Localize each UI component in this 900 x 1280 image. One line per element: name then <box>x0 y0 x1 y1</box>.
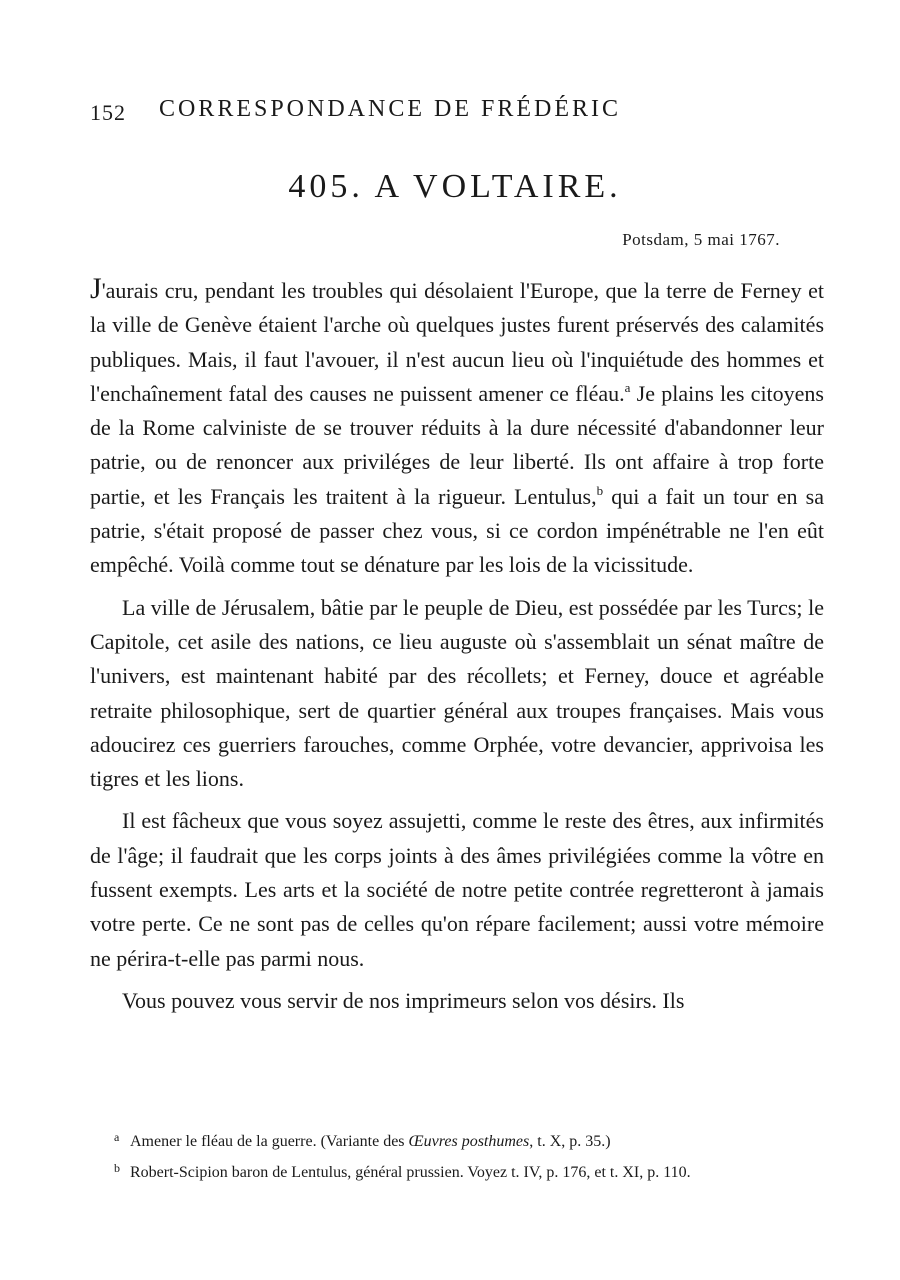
footnote-italic-title: Œuvres posthumes <box>408 1133 530 1150</box>
paragraph-1-text-b: Je plains les citoyens de la Rome calviniste de se trouver réduits à la dure nécessité d'abandonner leur patrie, ou de renoncer aux priviléges de leur liberté. Ils ont affaire à trop forte partie, et les Français les traitent à la rigueur. Lentulus, <box>90 380 824 509</box>
letter-title: 405. A VOLTAIRE. <box>288 168 622 205</box>
footnote-text: Robert-Scipion baron de Lentulus, général prussien. Voyez t. IV, p. 176, et t. XI, p. 110. <box>130 1164 691 1181</box>
running-head: CORRESPONDANCE DE FRÉDÉRIC <box>158 96 622 122</box>
paragraph-3: Il est fâcheux que vous soyez assujetti, comme le reste des êtres, aux infirmités de l'âge; il faudrait que les corps joints à des âmes privilégiées comme la vôtre en fussent exempts. Les arts et la société de notre petite contrée regretteront à jamais votre perte. Ce ne sont pas de celles qu'on répare facilement; aussi votre mémoire ne périra-t-elle pas parmi nous. <box>90 808 824 971</box>
page-header <box>90 96 820 130</box>
footnote-mark: b <box>114 1161 120 1175</box>
footnote-mark: a <box>114 1130 120 1144</box>
initial-letter: J <box>90 272 102 305</box>
footnote-ref-b: b <box>596 482 604 498</box>
paragraph-1-text-c: qui a fait un tour en sa patrie, s'était proposé de passer chez vous, si ce cordon impénétrable ne l'en eût empêché. Voilà comme tout se dénature par les lois de la vicissitude. <box>90 483 824 578</box>
paragraph-2: La ville de Jérusalem, bâtie par le peuple de Dieu, est possédée par les Turcs; le Capitole, cet asile des nations, ce lieu auguste où s'assemblait un sénat maître de l'univers, est maintenant habité par des récollets; et Ferney, douce et agréable retraite philosophique, sert de quartier général aux troupes françaises. Mais vous adoucirez ces guerriers farouches, comme Orphée, votre devancier, apprivoisa les tigres et les lions. <box>90 594 824 792</box>
footnote-a <box>90 1124 824 1155</box>
paragraph-1-text-a: 'aurais cru, pendant les troubles qui désolaient l'Europe, que la terre de Ferney et la ville de Genève étaient l'arche où quelques justes furent préservés des calamités publiques. Mais, il faut l'avouer, il n'est aucun lieu où l'inquiétude des hommes et l'enchaînement fatal des causes ne puissent amener ce fléau. <box>90 278 824 406</box>
dateline: Potsdam, 5 mai 1767. <box>622 230 780 249</box>
footnote-b <box>90 1155 824 1186</box>
footnote-text: Amener le fléau de la guerre. (Variante des <box>130 1133 409 1150</box>
page-number: 152 <box>90 100 126 125</box>
footnote-text-end: , t. X, p. 35.) <box>529 1133 611 1150</box>
paragraph-4: Vous pouvez vous servir de nos imprimeurs selon vos désirs. Ils <box>122 987 685 1013</box>
paragraph-1 <box>90 274 824 583</box>
letter-body <box>90 274 824 1026</box>
footnote-ref-a: a <box>624 379 631 395</box>
footnotes <box>90 1124 824 1186</box>
